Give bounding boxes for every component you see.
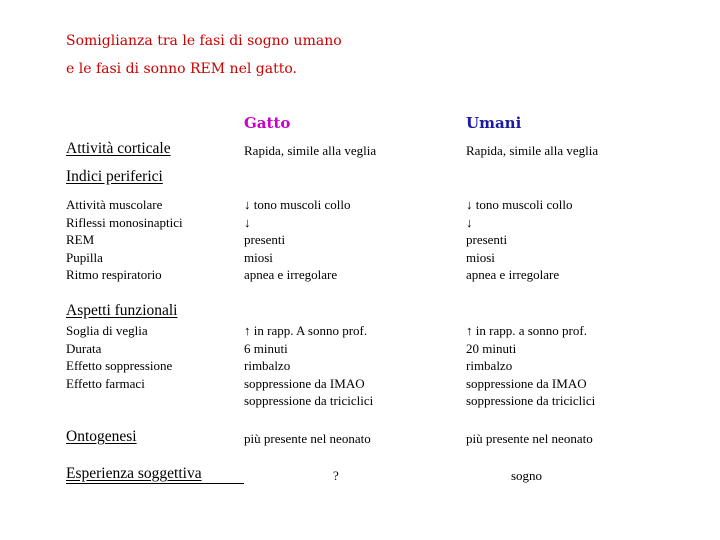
functional-human-value: rimbalzo bbox=[466, 358, 513, 373]
peripheral-row-label: Riflessi monosinaptici bbox=[66, 214, 183, 230]
peripheral-human-value: miosi bbox=[466, 249, 495, 265]
section-label-cortical: Attività corticale bbox=[66, 140, 171, 157]
peripheral-row-label: Attività muscolare bbox=[66, 197, 163, 212]
peripheral-labels bbox=[66, 196, 183, 284]
functional-human-values bbox=[466, 322, 595, 410]
section-label-experience: Esperienza soggettiva bbox=[66, 465, 202, 482]
peripheral-row-label: REM bbox=[66, 232, 95, 247]
functional-human-value: soppressione da triciclici bbox=[466, 393, 596, 408]
peripheral-cat-value: presenti bbox=[244, 232, 286, 247]
functional-row-label bbox=[66, 392, 172, 410]
functional-row-label: Effetto soppressione bbox=[66, 358, 173, 373]
cortical-cat-value: Rapida, simile alla veglia bbox=[244, 143, 377, 158]
peripheral-cat-value: miosi bbox=[244, 249, 273, 265]
peripheral-human-value: ↓ tono muscoli collo bbox=[466, 197, 573, 212]
peripheral-cat-value: ↓ bbox=[244, 214, 251, 230]
peripheral-cat-value: apnea e irregolare bbox=[244, 267, 338, 282]
peripheral-human-value: ↓ bbox=[466, 214, 473, 230]
functional-row-label: Soglia di veglia bbox=[66, 323, 148, 338]
functional-cat-value: rimbalzo bbox=[244, 358, 291, 373]
experience-underline bbox=[66, 483, 244, 484]
section-label-ontogenesis: Ontogenesi bbox=[66, 428, 137, 445]
functional-human-value: ↑ in rapp. a sonno prof. bbox=[466, 323, 587, 338]
functional-cat-value: 6 minuti bbox=[244, 340, 288, 356]
column-header-cat: Gatto bbox=[244, 114, 291, 132]
functional-cat-value: soppressione da IMAO bbox=[244, 375, 365, 391]
experience-human-value: sogno bbox=[511, 468, 543, 483]
functional-cat-value: soppressione da triciclici bbox=[244, 393, 374, 408]
title-line-1: Somiglianza tra le fasi di sogno umano bbox=[66, 33, 342, 49]
peripheral-row-label: Ritmo respiratorio bbox=[66, 267, 162, 282]
peripheral-cat-value: ↓ tono muscoli collo bbox=[244, 197, 351, 212]
peripheral-row-label: Pupilla bbox=[66, 249, 103, 265]
section-label-functional: Aspetti funzionali bbox=[66, 302, 178, 319]
functional-labels bbox=[66, 322, 172, 410]
title-line-2: e le fasi di sonno REM nel gatto. bbox=[66, 61, 297, 77]
peripheral-cat-values bbox=[244, 196, 351, 284]
ontogenesis-cat-value: più presente nel neonato bbox=[244, 431, 371, 446]
functional-cat-value: ↑ in rapp. A sonno prof. bbox=[244, 323, 368, 338]
experience-cat-value: ? bbox=[333, 468, 339, 483]
peripheral-human-value: apnea e irregolare bbox=[466, 267, 560, 282]
functional-row-label: Effetto farmaci bbox=[66, 375, 145, 391]
functional-human-value: 20 minuti bbox=[466, 340, 517, 356]
functional-human-value: soppressione da IMAO bbox=[466, 375, 587, 391]
functional-cat-values bbox=[244, 322, 373, 410]
column-header-human: Umani bbox=[466, 114, 522, 132]
cortical-human-value: Rapida, simile alla veglia bbox=[466, 143, 599, 158]
peripheral-human-value: presenti bbox=[466, 232, 508, 247]
section-label-peripheral: Indici periferici bbox=[66, 168, 163, 185]
ontogenesis-human-value: più presente nel neonato bbox=[466, 431, 593, 446]
peripheral-human-values bbox=[466, 196, 573, 284]
functional-row-label: Durata bbox=[66, 340, 102, 356]
